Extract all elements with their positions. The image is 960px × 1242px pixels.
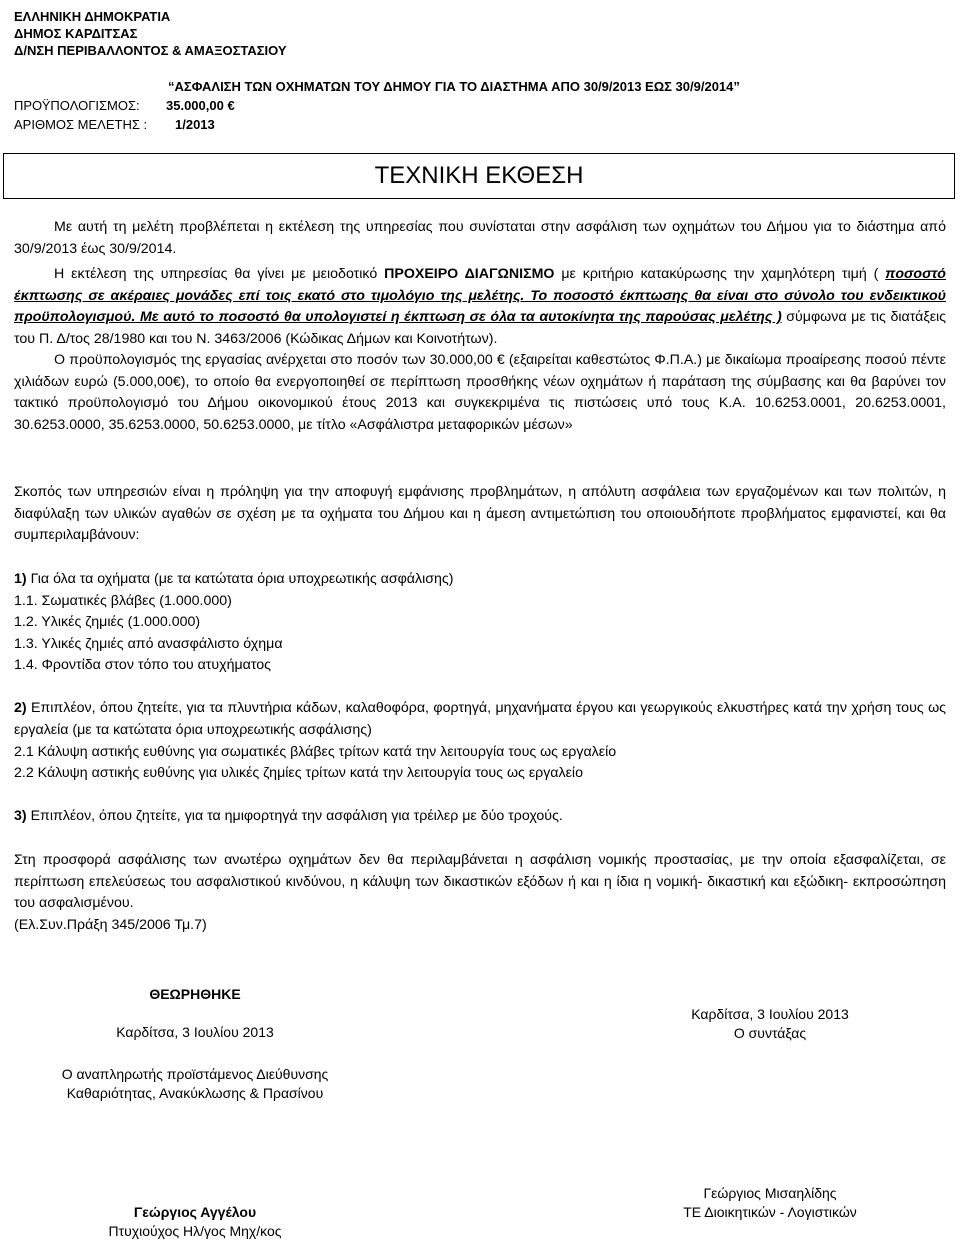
list-item: 2.2 Κάλυψη αστικής ευθύνης για υλικές ζημίες τρίτων κατά την λειτουργία τους ως εργαλείο	[14, 765, 583, 781]
discount-scope: Το ποσοστό έκπτωσης θα είναι στο σύνολο του ενδεικτικού προϋπολογισμού.	[14, 287, 947, 325]
intro-paragraph: Με αυτή τη μελέτη προβλέπεται η εκτέλεση της υπηρεσίας που συνίσταται στην ασφάλιση των οχημάτων του Δήμου για το διάστημα από 30/9/2013 έως 30/9/2014.	[14, 219, 946, 257]
procedure-paragraph: Η εκτέλεση της υπηρεσίας θα γίνει με μειοδοτικό ΠΡΟΧΕΙΡΟ ΔΙΑΓΩΝΙΣΜΟ με κριτήριο κατακύρωσης την χαμηλότερη τιμή ( ποσοστό έκπτωσης σε ακέραιες μονάδες επί τοις εκατό στο τιμολόγιο της μελέτης. Το ποσοστό έκπτωσης θα είναι στο σύνολο του ενδεικτικού προϋπολογισμού. Με αυτό το ποσοστό θα υπολογιστεί η έκπτωση σε όλα τα αυτοκίνητα της παρούσας μελέτης ) σύμφωνα με τις διατάξεις του Π. Δ/τος 28/1980 και του Ν. 3463/2006 (Κώδικας Δήμων και Κοινοτήτων).	[14, 266, 947, 347]
author-name: Γεώργιος Μισαηλίδης	[703, 1185, 837, 1201]
approval-heading: ΘΕΩΡΗΘΗΚΕ	[149, 986, 241, 1002]
section-1-heading: 1) Για όλα τα οχήματα (με τα κατώτατα όρια υποχρεωτικής ασφάλισης)	[14, 571, 454, 587]
approver-title: Πτυχιούχος Ηλ/γος Μηχ/κος	[108, 1223, 282, 1239]
list-item: 1.4. Φροντίδα στον τόπο του ατυχήματος	[14, 657, 271, 673]
legal-reference: (Ελ.Συν.Πράξη 345/2006 Τμ.7)	[14, 917, 207, 933]
header-country: ΕΛΛΗΝΙΚΗ ΔΗΜΟΚΡΑΤΙΑ	[14, 9, 171, 24]
procedure-type: ΠΡΟΧΕΙΡΟ ΔΙΑΓΩΝΙΣΜΟ	[384, 266, 555, 282]
list-item: 1.3. Υλικές ζημιές από ανασφάλιστο όχημα	[14, 636, 283, 652]
list-item: 1.1. Σωματικές βλάβες (1.000.000)	[14, 593, 232, 609]
discount-application: Με αυτό το ποσοστό θα υπολογιστεί η έκπτωση σε όλα τα αυτοκίνητα της παρούσας μελέτης )	[135, 309, 782, 325]
approver-role-line-2: Καθαριότητας, Ανακύκλωσης & Πρασίνου	[66, 1085, 324, 1101]
legal-paragraph: Στη προσφορά ασφάλισης των ανωτέρω οχημάτων δεν θα περιλαμβάνεται η ασφάλιση νομικής προστασίας, με την οποία εξασφαλίζεται, σε περίπτωση επελεύσεως του ασφαλιστικού κινδύνου, η κάλυψη των δικαστικών εξόδων ή και η ίδια η νομική- δικαστική και εξώδικη- εκπροσώπηση του ασφαλισμένου.	[14, 852, 946, 911]
study-number-label: ΑΡΙΘΜΟΣ ΜΕΛΕΤΗΣ :	[14, 117, 148, 132]
budget-value: 35.000,00 €	[166, 98, 235, 113]
list-item: 2.1 Κάλυψη αστικής ευθύνης για σωματικές βλάβες τρίτων κατά την λειτουργία τους ως εργαλείο	[14, 744, 617, 760]
section-3-heading: 3) Επιπλέον, όπου ζητείτε, για τα ημιφορτηγά την ασφάλιση για τρέιλερ με δύο τροχούς.	[14, 808, 563, 824]
study-number-value: 1/2013	[175, 117, 215, 132]
discount-criterion: ποσοστό έκπτωσης σε ακέραιες μονάδες επί τοις εκατό στο τιμολόγιο της μελέτης.	[14, 266, 946, 304]
approver-role-line-1: Ο αναπληρωτής προϊστάμενος Διεύθυνσης	[61, 1066, 329, 1082]
page-title: ΤΕΧΝΙΚΗ ΕΚΘΕΣΗ	[374, 162, 584, 189]
author-title: ΤΕ Διοικητικών - Λογιστικών	[683, 1204, 857, 1220]
header-directorate: Δ/ΝΣΗ ΠΕΡΙΒΑΛΛΟΝΤΟΣ & ΑΜΑΞΟΣΤΑΣΙΟΥ	[14, 43, 287, 58]
approver-name: Γεώργιος Αγγέλου	[133, 1204, 257, 1220]
author-role: Ο συντάξας	[733, 1025, 807, 1041]
title-box	[3, 153, 955, 199]
list-item: 1.2. Υλικές ζημιές (1.000.000)	[14, 614, 201, 630]
header-municipality: ΔΗΜΟΣ ΚΑΡΔΙΤΣΑΣ	[14, 26, 138, 41]
project-title: “ΑΣΦΑΛΙΣΗ ΤΩΝ ΟΧΗΜΑΤΩΝ ΤΟΥ ΔΗΜΟΥ ΓΙΑ ΤΟ ΔΙΑΣΤΗΜΑ ΑΠΟ 30/9/2013 ΕΩΣ 30/9/2014”	[168, 79, 740, 94]
purpose-paragraph: Σκοπός των υπηρεσιών είναι η πρόληψη για την αποφυγή εμφάνισης προβλημάτων, η απόλυτη ασφάλεια των εργαζομένων και των πολιτών, η διαφύλαξη των υλικών αγαθών σε σχέση με τα οχήματα του Δήμου και η άμεση αντιμετώπιση του οποιουδήποτε προβλήματος εμφανιστεί, και θα συμπεριλαμβάνουν:	[14, 484, 946, 543]
section-2-heading: 2) Επιπλέον, όπου ζητείτε, για τα πλυντήρια κάδων, καλαθοφόρα, φορτηγά, μηχανήματα έργου και γεωργικούς ελκυστήρες κατά την χρήση τους ως εργαλεία (με τα κατώτατα όρια υποχρεωτικής ασφάλισης)	[14, 700, 946, 738]
budget-label: ΠΡΟΫΠΟΛΟΓΙΣΜΟΣ:	[14, 98, 140, 113]
budget-paragraph: Ο προϋπολογισμός της εργασίας ανέρχεται στο ποσόν των 30.000,00 € (εξαιρείται καθεστώτος Φ.Π.Α.) με δικαίωμα προαίρεσης ποσού πέντε χιλιάδων ευρώ (5.000,00€), το οποίο θα ενεργοποιηθεί σε περίπτωση προσθήκης νέων οχημάτων ή παράταση της σύμβασης και θα βαρύνει τον τακτικό προϋπολογισμό του Δήμου οικονομικού έτους 2013 και συγκεκριμένα τις πιστώσεις υπό τους Κ.Α. 10.6253.0001, 20.6253.0001, 30.6253.0000, 35.6253.0000, 50.6253.0000, με τίτλο «Ασφάλιστρα μεταφορικών μέσων»	[14, 352, 946, 433]
approval-date: Καρδίτσα, 3 Ιουλίου 2013	[116, 1024, 274, 1040]
author-date: Καρδίτσα, 3 Ιουλίου 2013	[691, 1006, 849, 1022]
